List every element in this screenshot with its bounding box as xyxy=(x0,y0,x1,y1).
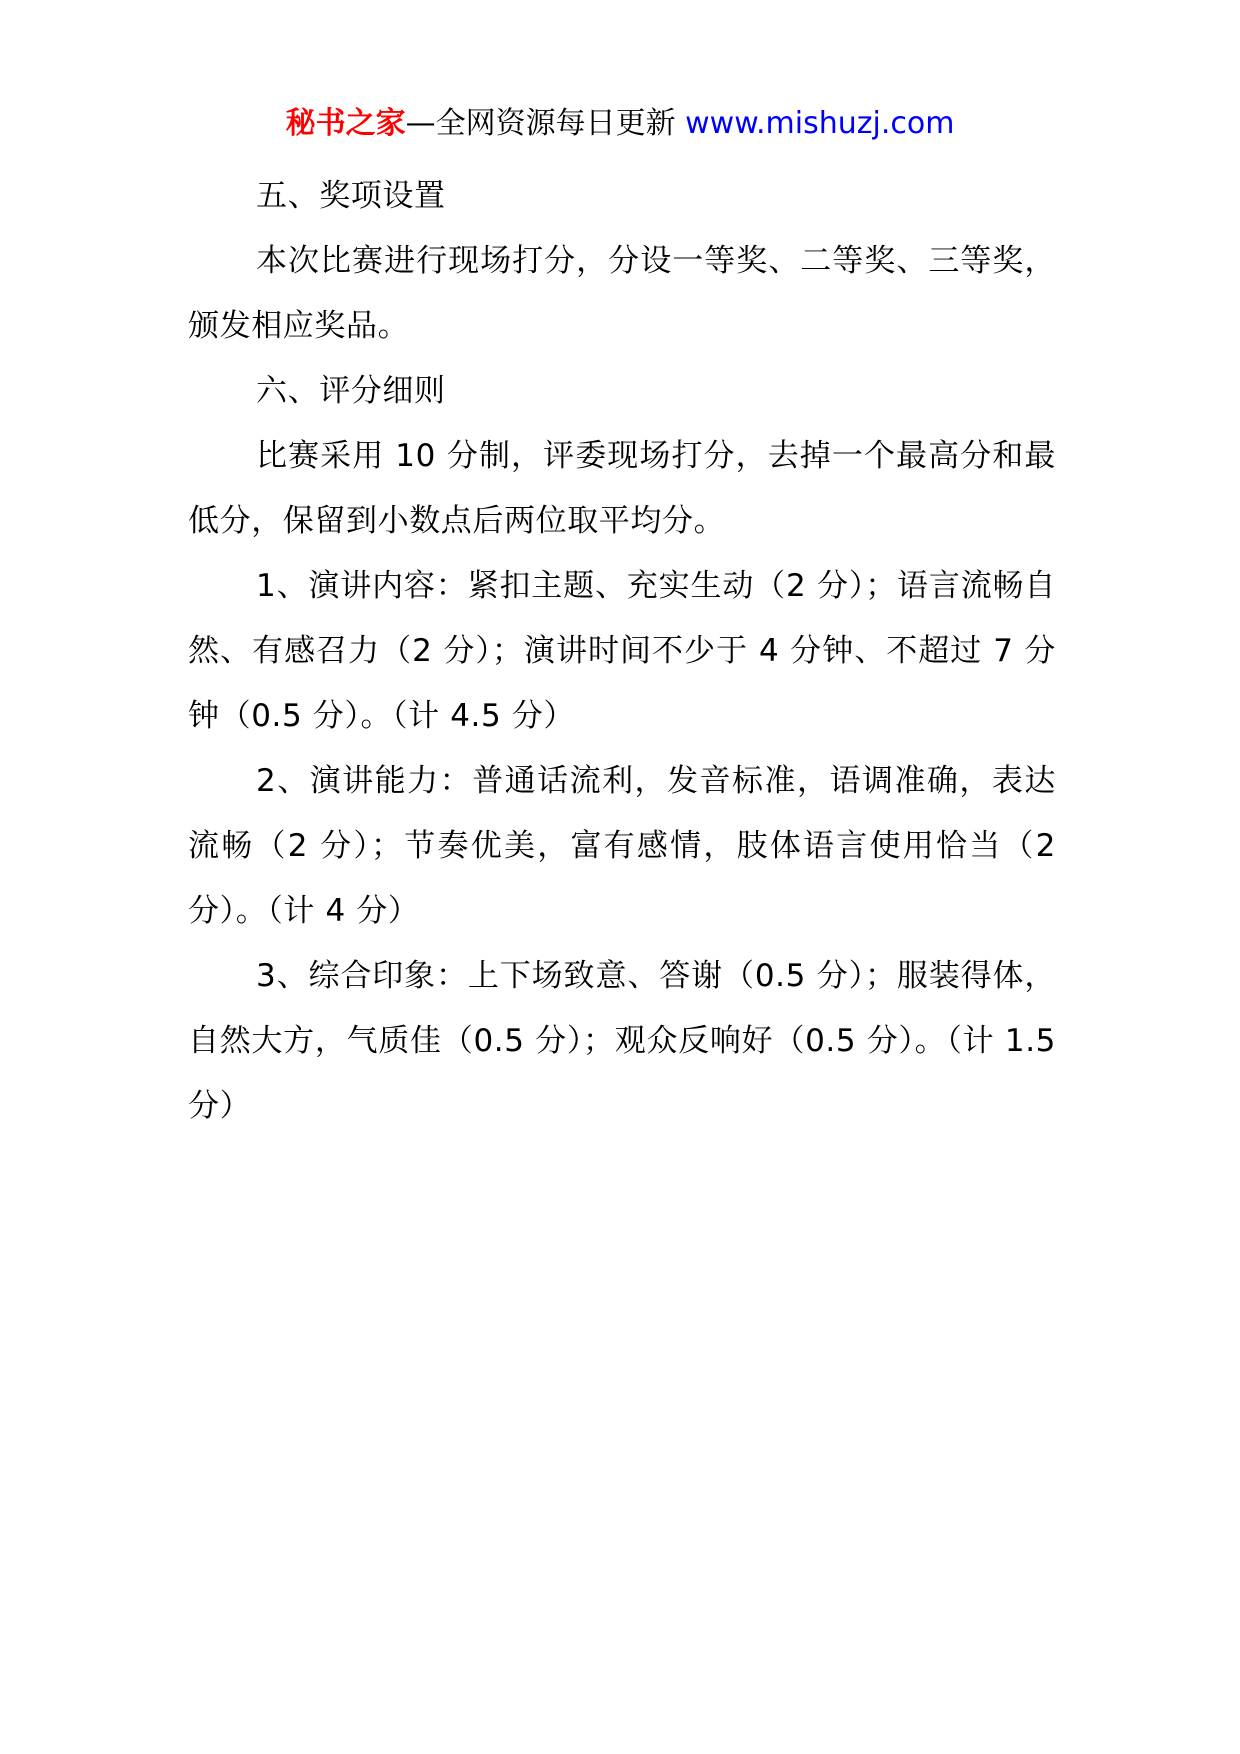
header-tagline: —全网资源每日更新 xyxy=(405,106,686,141)
document-body xyxy=(188,164,1056,1139)
site-url-link[interactable]: www.mishuzj.com xyxy=(685,106,955,141)
scoring-intro-paragraph: 比赛采用 10 分制，评委现场打分，去掉一个最高分和最低分，保留到小数点后两位取平均分。 xyxy=(188,438,1056,539)
page-header xyxy=(0,102,1240,146)
scoring-item-content: 1、演讲内容：紧扣主题、充实生动（2 分）；语言流畅自然、有感召力（2 分）；演讲时间不少于 4 分钟、不超过 7 分钟（0.5 分）。（计 4.5 分） xyxy=(188,568,1056,734)
awards-paragraph: 本次比赛进行现场打分，分设一等奖、二等奖、三等奖，颁发相应奖品。 xyxy=(188,243,1056,344)
awards-heading: 五、奖项设置 xyxy=(256,178,446,214)
scoring-heading: 六、评分细则 xyxy=(256,373,446,409)
brand-name: 秘书之家 xyxy=(285,106,406,141)
scoring-item-impression: 3、综合印象：上下场致意、答谢（0.5 分）；服装得体，自然大方，气质佳（0.5 分）；观众反响好（0.5 分）。（计 1.5 分） xyxy=(188,958,1056,1124)
scoring-item-ability: 2、演讲能力：普通话流利，发音标准，语调准确，表达流畅（2 分）；节奏优美，富有感情，肢体语言使用恰当（2分）。（计 4 分） xyxy=(188,763,1056,929)
